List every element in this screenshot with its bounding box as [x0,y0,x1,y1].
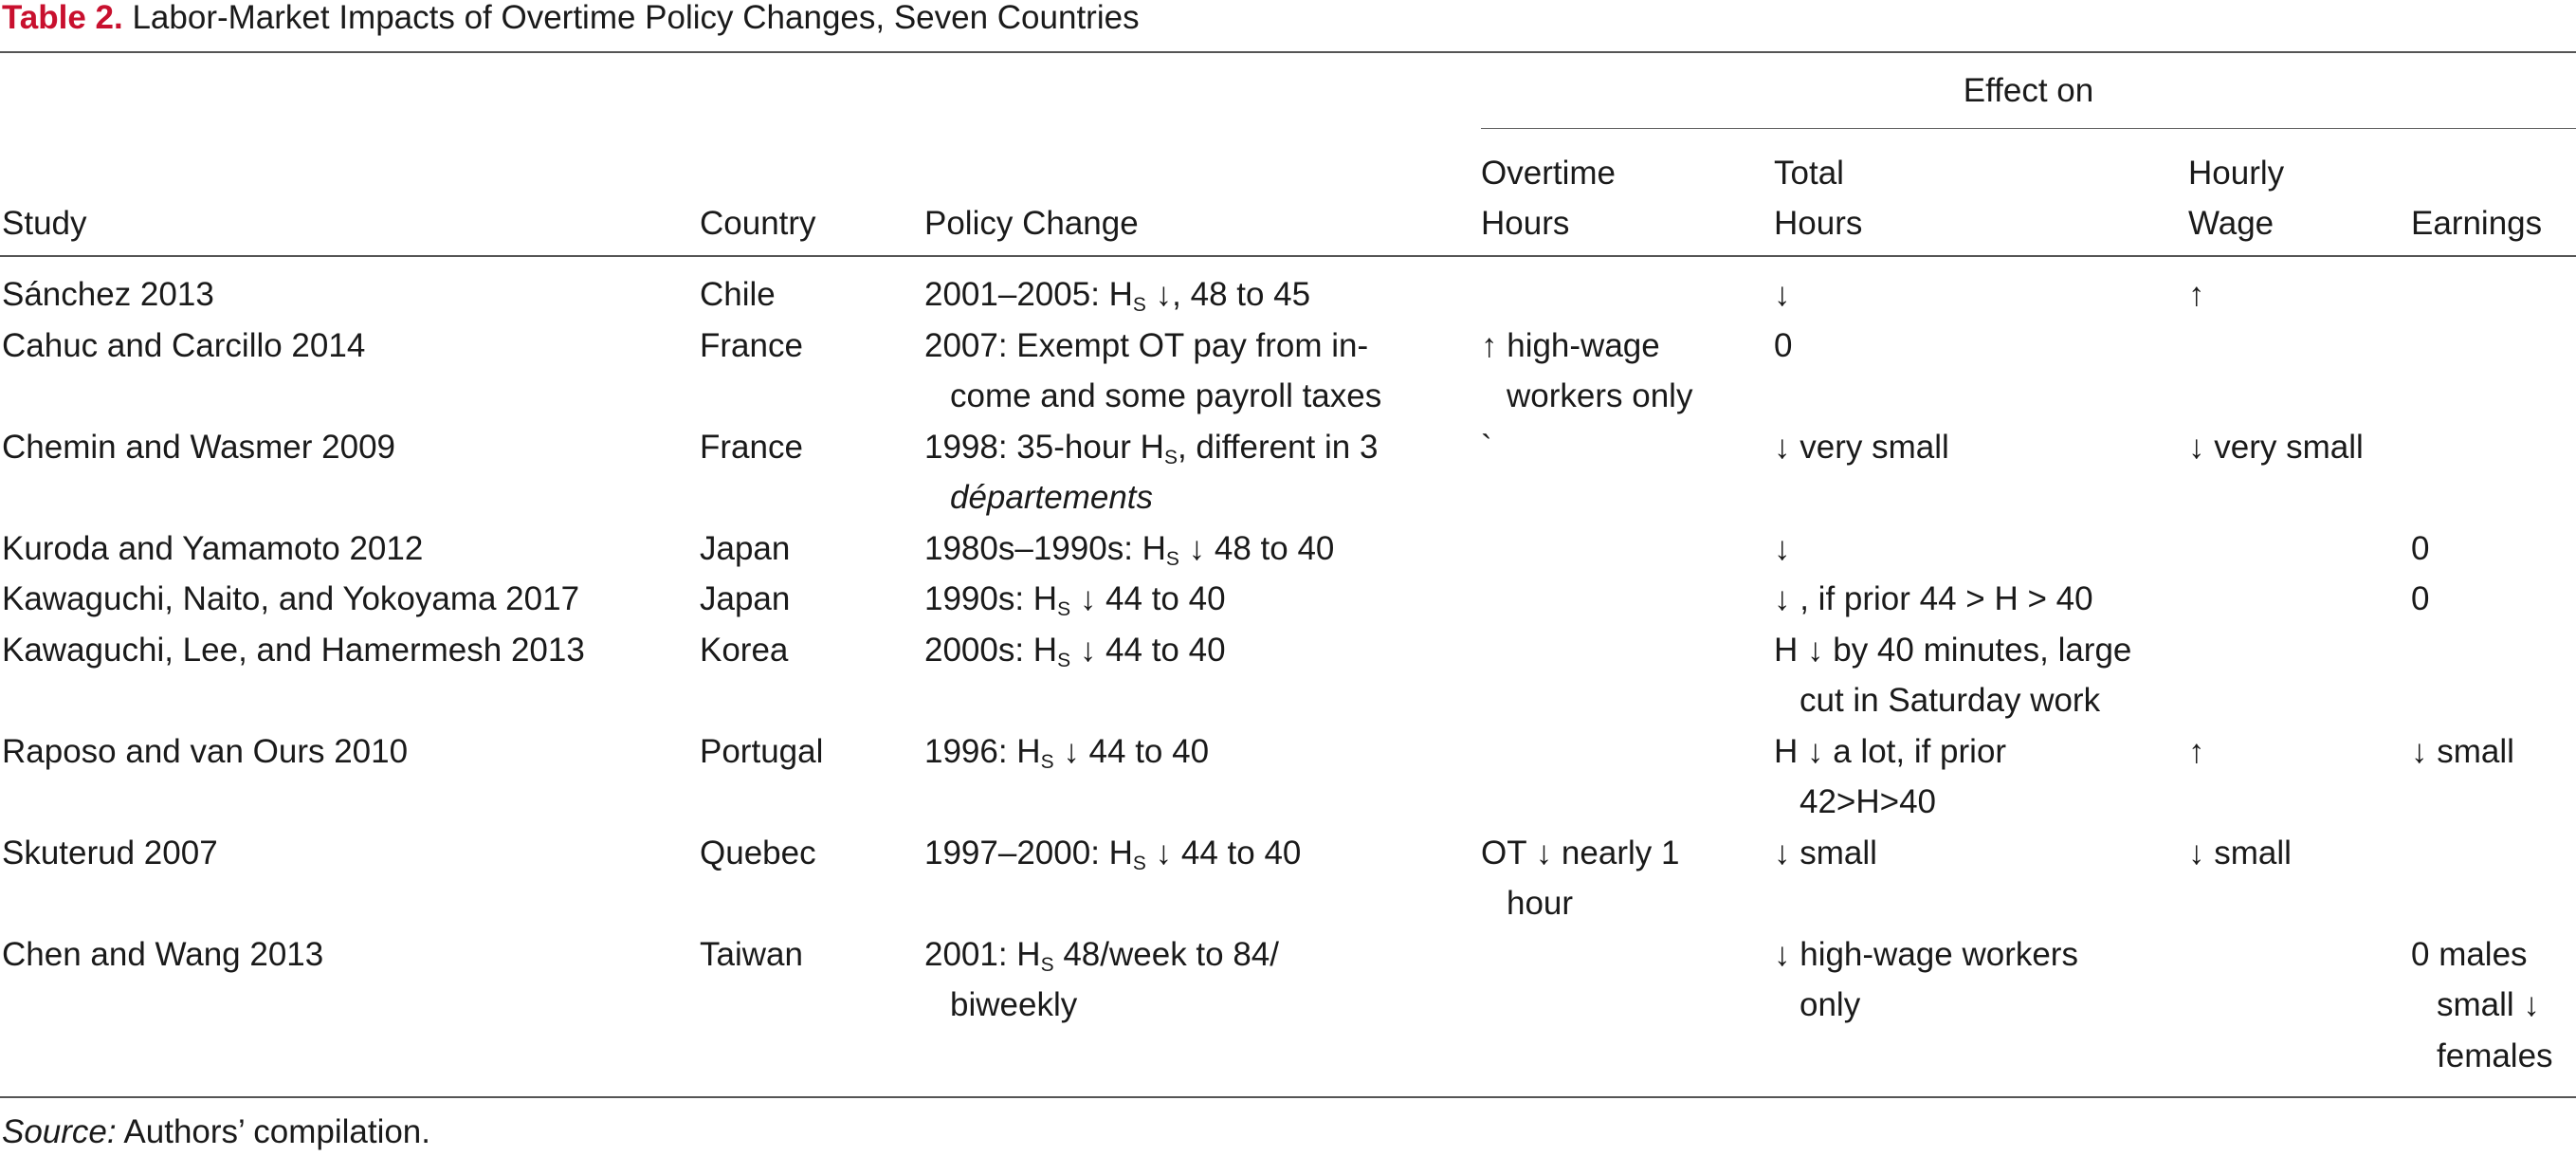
col-header-line: Hourly [2188,155,2285,192]
total-hours-cell [1774,422,1949,473]
overtime-hours-cell [1481,828,1679,929]
effect-on-header: Effect on [1963,72,2094,109]
col-header-line: Overtime [1481,155,1616,192]
cell-line: Korea [700,631,789,669]
cell-line: 2001–2005: $H_S$ ↓, 48 to 45 [924,276,1311,316]
cell-line: Kawaguchi, Naito, and Yokoyama 2017 [2,580,580,617]
study-cell [2,929,323,981]
cell-line: ↑ [2188,276,2205,313]
table-row [0,269,2576,321]
hourly-wage-cell [2188,828,2292,879]
col-header-line: Total [1774,155,1844,192]
subscript-s: S [1132,852,1146,874]
col-header-line: Wage [2188,205,2275,242]
cell-line: France [700,326,803,364]
cell-line: 42>H>40 [1800,783,1937,820]
study-cell [2,625,585,676]
policy-change-cell [924,269,1310,321]
cell-line: ↓ very small [2188,428,2364,466]
study-cell [2,523,423,575]
policy-change-cell [924,726,1209,778]
total-hours-cell [1774,726,2006,828]
cell-line: ↓ [1774,276,1791,313]
table-caption: Labor-Market Impacts of Overtime Policy Changes, Seven Countries [122,0,1140,36]
total-hours-cell [1774,625,2131,726]
table-body [0,269,2576,1081]
effect-on-rule [1481,128,2576,129]
study-cell [2,574,579,625]
cell-line: 0 [1774,326,1793,364]
col-header-hourly-wage [2188,144,2284,248]
cell-line: ↓ , if prior 44 > H > 40 [1774,580,2093,617]
country-cell [700,929,803,981]
earnings-cell [2411,523,2429,575]
cell-line: ↓ small [2411,732,2514,770]
policy-change-cell [924,828,1301,879]
cell-line: ↑ [2188,732,2205,770]
table-number: Table 2. [2,0,123,36]
country-cell [700,726,823,778]
cell-line: 1980s–1990s: $H_S$ ↓ 48 to 40 [924,529,1335,570]
country-cell [700,828,816,879]
cell-line: ↓ small [2188,834,2292,872]
cell-line: 0 males [2411,935,2528,973]
policy-change-cell [924,625,1226,676]
table-title [2,0,1140,44]
country-cell [700,523,790,575]
table-row [0,321,2576,422]
study-cell [2,422,395,473]
cell-line: Chen and Wang 2013 [2,935,324,973]
cell-line: workers only [1507,377,1693,414]
hourly-wage-cell [2188,269,2205,321]
table-row [0,726,2576,828]
cell-line: Kuroda and Yamamoto 2012 [2,529,424,567]
col-header-line: Earnings [2411,205,2543,242]
cell-line: females [2437,1037,2553,1074]
col-header-total-hours [1774,144,1862,248]
cell-line: 0 [2411,580,2430,617]
cell-line: come and some payroll taxes [950,377,1382,414]
cell-line: Raposo and van Ours 2010 [2,732,409,770]
cell-line [924,472,1378,523]
bottom-rule [0,1096,2576,1098]
source-label: Source: [2,1113,117,1150]
cell-line: France [700,428,803,466]
total-hours-cell [1774,321,1792,372]
hourly-wage-cell [2188,422,2364,473]
cell-line: Cahuc and Carcillo 2014 [2,326,366,364]
col-header-line: Hours [1481,205,1570,242]
cell-line: 1997–2000: $H_S$ ↓ 44 to 40 [924,834,1302,874]
study-cell [2,828,218,879]
country-cell [700,422,803,473]
earnings-cell [2411,574,2429,625]
policy-change-cell [924,422,1378,523]
cell-line: 2007: Exempt OT pay from in- [924,326,1369,364]
cell-line: Portugal [700,732,824,770]
top-rule [0,51,2576,53]
cell-line: 2000s: $H_S$ ↓ 44 to 40 [924,631,1226,671]
cell-line: cut in Saturday work [1800,682,2101,719]
cell-line: Kawaguchi, Lee, and Hamermesh 2013 [2,631,585,669]
col-header-line: Study [2,205,87,242]
policy-change-cell [924,321,1381,422]
table-row [0,422,2576,523]
total-hours-cell [1774,523,1791,575]
cell-line: ↑ high-wage [1481,326,1660,364]
cell-line: small ↓ [2437,986,2540,1023]
header-rule [0,255,2576,257]
source-text: Authors’ compilation. [116,1113,430,1150]
country-cell [700,574,790,625]
subscript-s: S [1132,294,1146,316]
cell-line: Chile [700,276,776,313]
source-note [2,1111,430,1153]
subscript-s: S [1057,598,1071,620]
table-row [0,625,2576,726]
cell-line: 2001: $H_S$ 48/week to 84/ [924,935,1279,976]
col-header-line: Policy Change [924,205,1139,242]
cell-line: Quebec [700,834,816,872]
subscript-s: S [1040,750,1054,773]
col-header-line: Country [700,205,816,242]
cell-line: 0 [2411,529,2430,567]
hourly-wage-cell [2188,726,2205,778]
subscript-s: S [1163,446,1178,468]
total-hours-cell [1774,828,1877,879]
earnings-cell [2411,726,2514,778]
col-header-policy-change [924,144,1139,248]
cell-line: 1990s: $H_S$ ↓ 44 to 40 [924,580,1226,620]
table-row [0,828,2576,929]
cell-line: ↓ [1774,529,1791,567]
col-header-line: Hours [1774,205,1863,242]
cell-line: Skuterud 2007 [2,834,218,872]
cell-line: ↓ small [1774,834,1877,872]
cell-line: only [1800,986,1861,1023]
study-cell [2,269,214,321]
subscript-s: S [1057,649,1071,671]
table-row [0,574,2576,625]
cell-line: Japan [700,529,791,567]
cell-line: ↓ high-wage workers [1774,935,2078,973]
cell-line: ` [1481,428,1492,466]
total-hours-cell [1774,574,2093,625]
cell-line: Japan [700,580,791,617]
cell-line: H ↓ by 40 minutes, large [1774,631,2132,669]
total-hours-cell [1774,929,2078,1031]
cell-line: biweekly [950,986,1078,1023]
policy-change-cell [924,523,1334,575]
overtime-hours-cell [1481,422,1492,473]
policy-change-cell [924,574,1226,625]
country-cell [700,321,803,372]
col-header-earnings [2411,144,2542,248]
table-row [0,523,2576,575]
subscript-s: S [1165,547,1179,570]
cell-line: 1998: 35-hour $H_S$, different in 3 [924,428,1379,468]
col-header-country [700,144,816,248]
cell-line: Chemin and Wasmer 2009 [2,428,396,466]
cell-line: hour [1507,885,1574,922]
italic-text: départements [950,479,1154,516]
country-cell [700,269,776,321]
study-cell [2,321,365,372]
col-header-overtime-hours [1481,144,1616,248]
cell-line: Sánchez 2013 [2,276,214,313]
cell-line: ↓ very small [1774,428,1949,466]
cell-line: Taiwan [700,935,803,973]
cell-line: OT ↓ nearly 1 [1481,834,1680,872]
table-row [0,929,2576,1082]
cell-line: H ↓ a lot, if prior [1774,732,2007,770]
cell-line: 1996: $H_S$ ↓ 44 to 40 [924,732,1210,773]
country-cell [700,625,788,676]
study-cell [2,726,408,778]
earnings-cell [2411,929,2553,1082]
overtime-hours-cell [1481,321,1692,422]
col-header-study [2,144,87,248]
policy-change-cell [924,929,1279,1031]
subscript-s: S [1040,953,1054,976]
total-hours-cell [1774,269,1791,321]
